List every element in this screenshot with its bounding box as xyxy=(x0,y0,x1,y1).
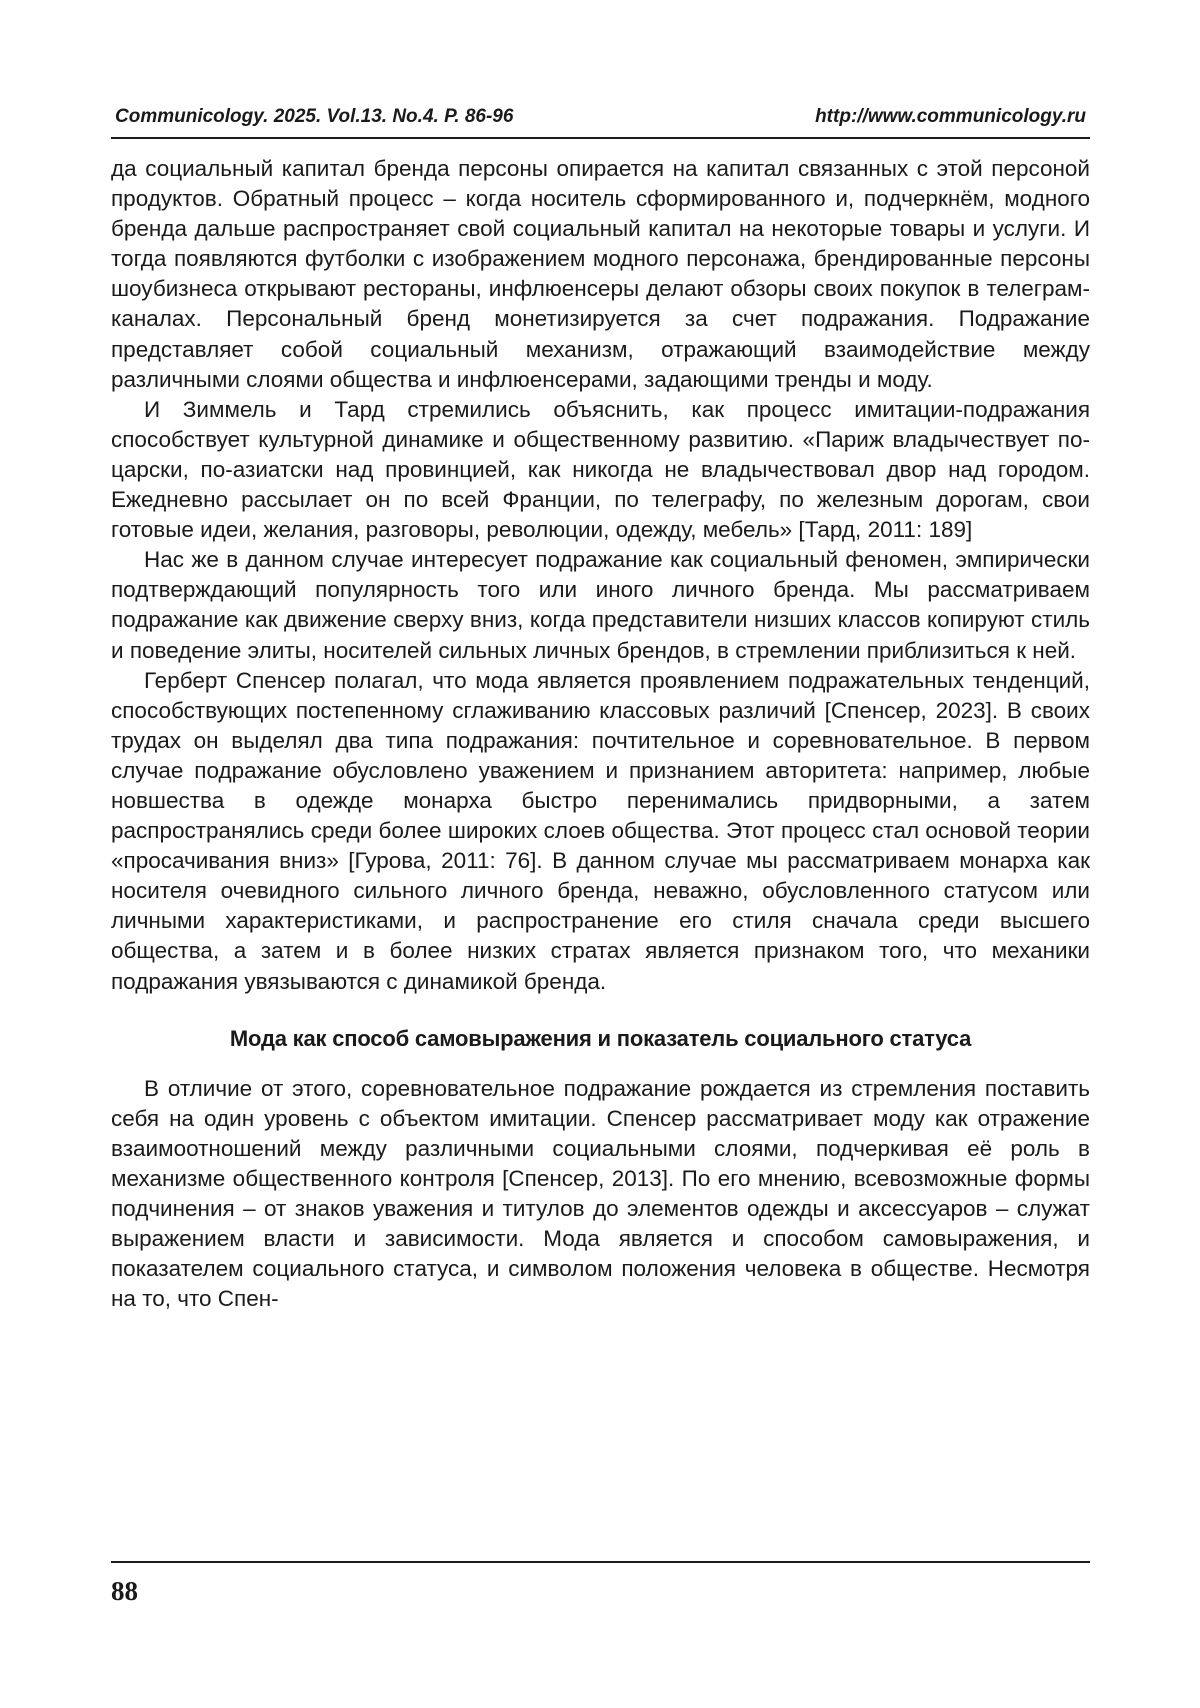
section-heading: Мода как способ самовыражения и показатель социального статуса xyxy=(229,1025,972,1051)
article-body xyxy=(111,154,1090,1314)
paragraph: В отличие от этого, соревновательное подражание рождается из стремления поставить себя на один уровень с объектом имитации. Спенсер рассматривает моду как отражение взаимоотношений между различными социальными слоями, подчеркивая её роль в механизме общественного контроля [Спенсер, 2013]. По его мнению, всевозможные формы подчинения – от знаков уважения и титулов до элементов одежды и аксессуаров – служат выражением власти и зависимости. Мода является и способом самовыражения, и показателем социального статуса, и символом положения человека в обществе. Несмотря на то, что Спен- xyxy=(111,1075,1090,1312)
paragraph: И Зиммель и Тард стремились объяснить, как процесс имитации-подражания способствует культурной динамике и общественному развитию. «Париж владычествует по-царски, по-азиатски над провинцией, как никогда не владычествовал двор над городом. Ежедневно рассылает он по всей Франции, по телеграфу, по железным дорогам, свои готовые идеи, желания, разговоры, революции, одежду, мебель» [Тард, 2011: 189] xyxy=(111,396,1090,543)
journal-website: http://www.communicology.ru xyxy=(815,106,1086,127)
paragraph: да социальный капитал бренда персоны опирается на капитал связанных с этой персоной продуктов. Обратный процесс – когда носитель сформированного и, подчеркнём, модного бренда дальше распространяет свой социальный капитал на некоторые товары и услуги. И тогда появляются футболки с изображением модного персонажа, брендированные персоны шоубизнеса открывают рестораны, инфлюенсеры делают обзоры своих покупок в телеграм-каналах. Персональный бренд монетизируется за счет подражания. Подражание представляет собой социальный механизм, отражающий взаимодействие между различными слоями общества и инфлюенсерами, задающими тренды и моду. xyxy=(111,156,1090,392)
footer-divider xyxy=(111,1561,1090,1563)
running-header xyxy=(111,105,1090,139)
journal-citation: Communicology. 2025. Vol.13. No.4. P. 86-96 xyxy=(115,106,514,127)
paragraph: Герберт Спенсер полагал, что мода является проявлением подражательных тенденций, способствующих постепенному сглаживанию классовых различий [Спенсер, 2023]. В своих трудах он выделял два типа подражания: почтительное и соревновательное. В первом случае подражание обусловлено уважением и признанием авторитета: например, любые новшества в одежде монарха быстро перенимались придворными, а затем распространялись среди более широких слоев общества. Этот процесс стал основой теории «просачивания вниз» [Гурова, 2011: 76]. В данном случае мы рассматриваем монарха как носителя очевидного сильного личного бренда, неважно, обусловленного статусом или личными характеристиками, и распространение его стиля сначала среди высшего общества, а затем и в более низких стратах является признаком того, что механики подражания увязываются с динамикой бренда. xyxy=(111,667,1090,994)
paragraph: Нас же в данном случае интересует подражание как социальный феномен, эмпирически подтверждающий популярность того или иного личного бренда. Мы рассматриваем подражание как движение сверху вниз, когда представители низших классов копируют стиль и поведение элиты, носителей сильных личных брендов, в стремлении приблизиться к ней. xyxy=(111,547,1090,663)
page-number: 88 xyxy=(111,1576,138,1606)
